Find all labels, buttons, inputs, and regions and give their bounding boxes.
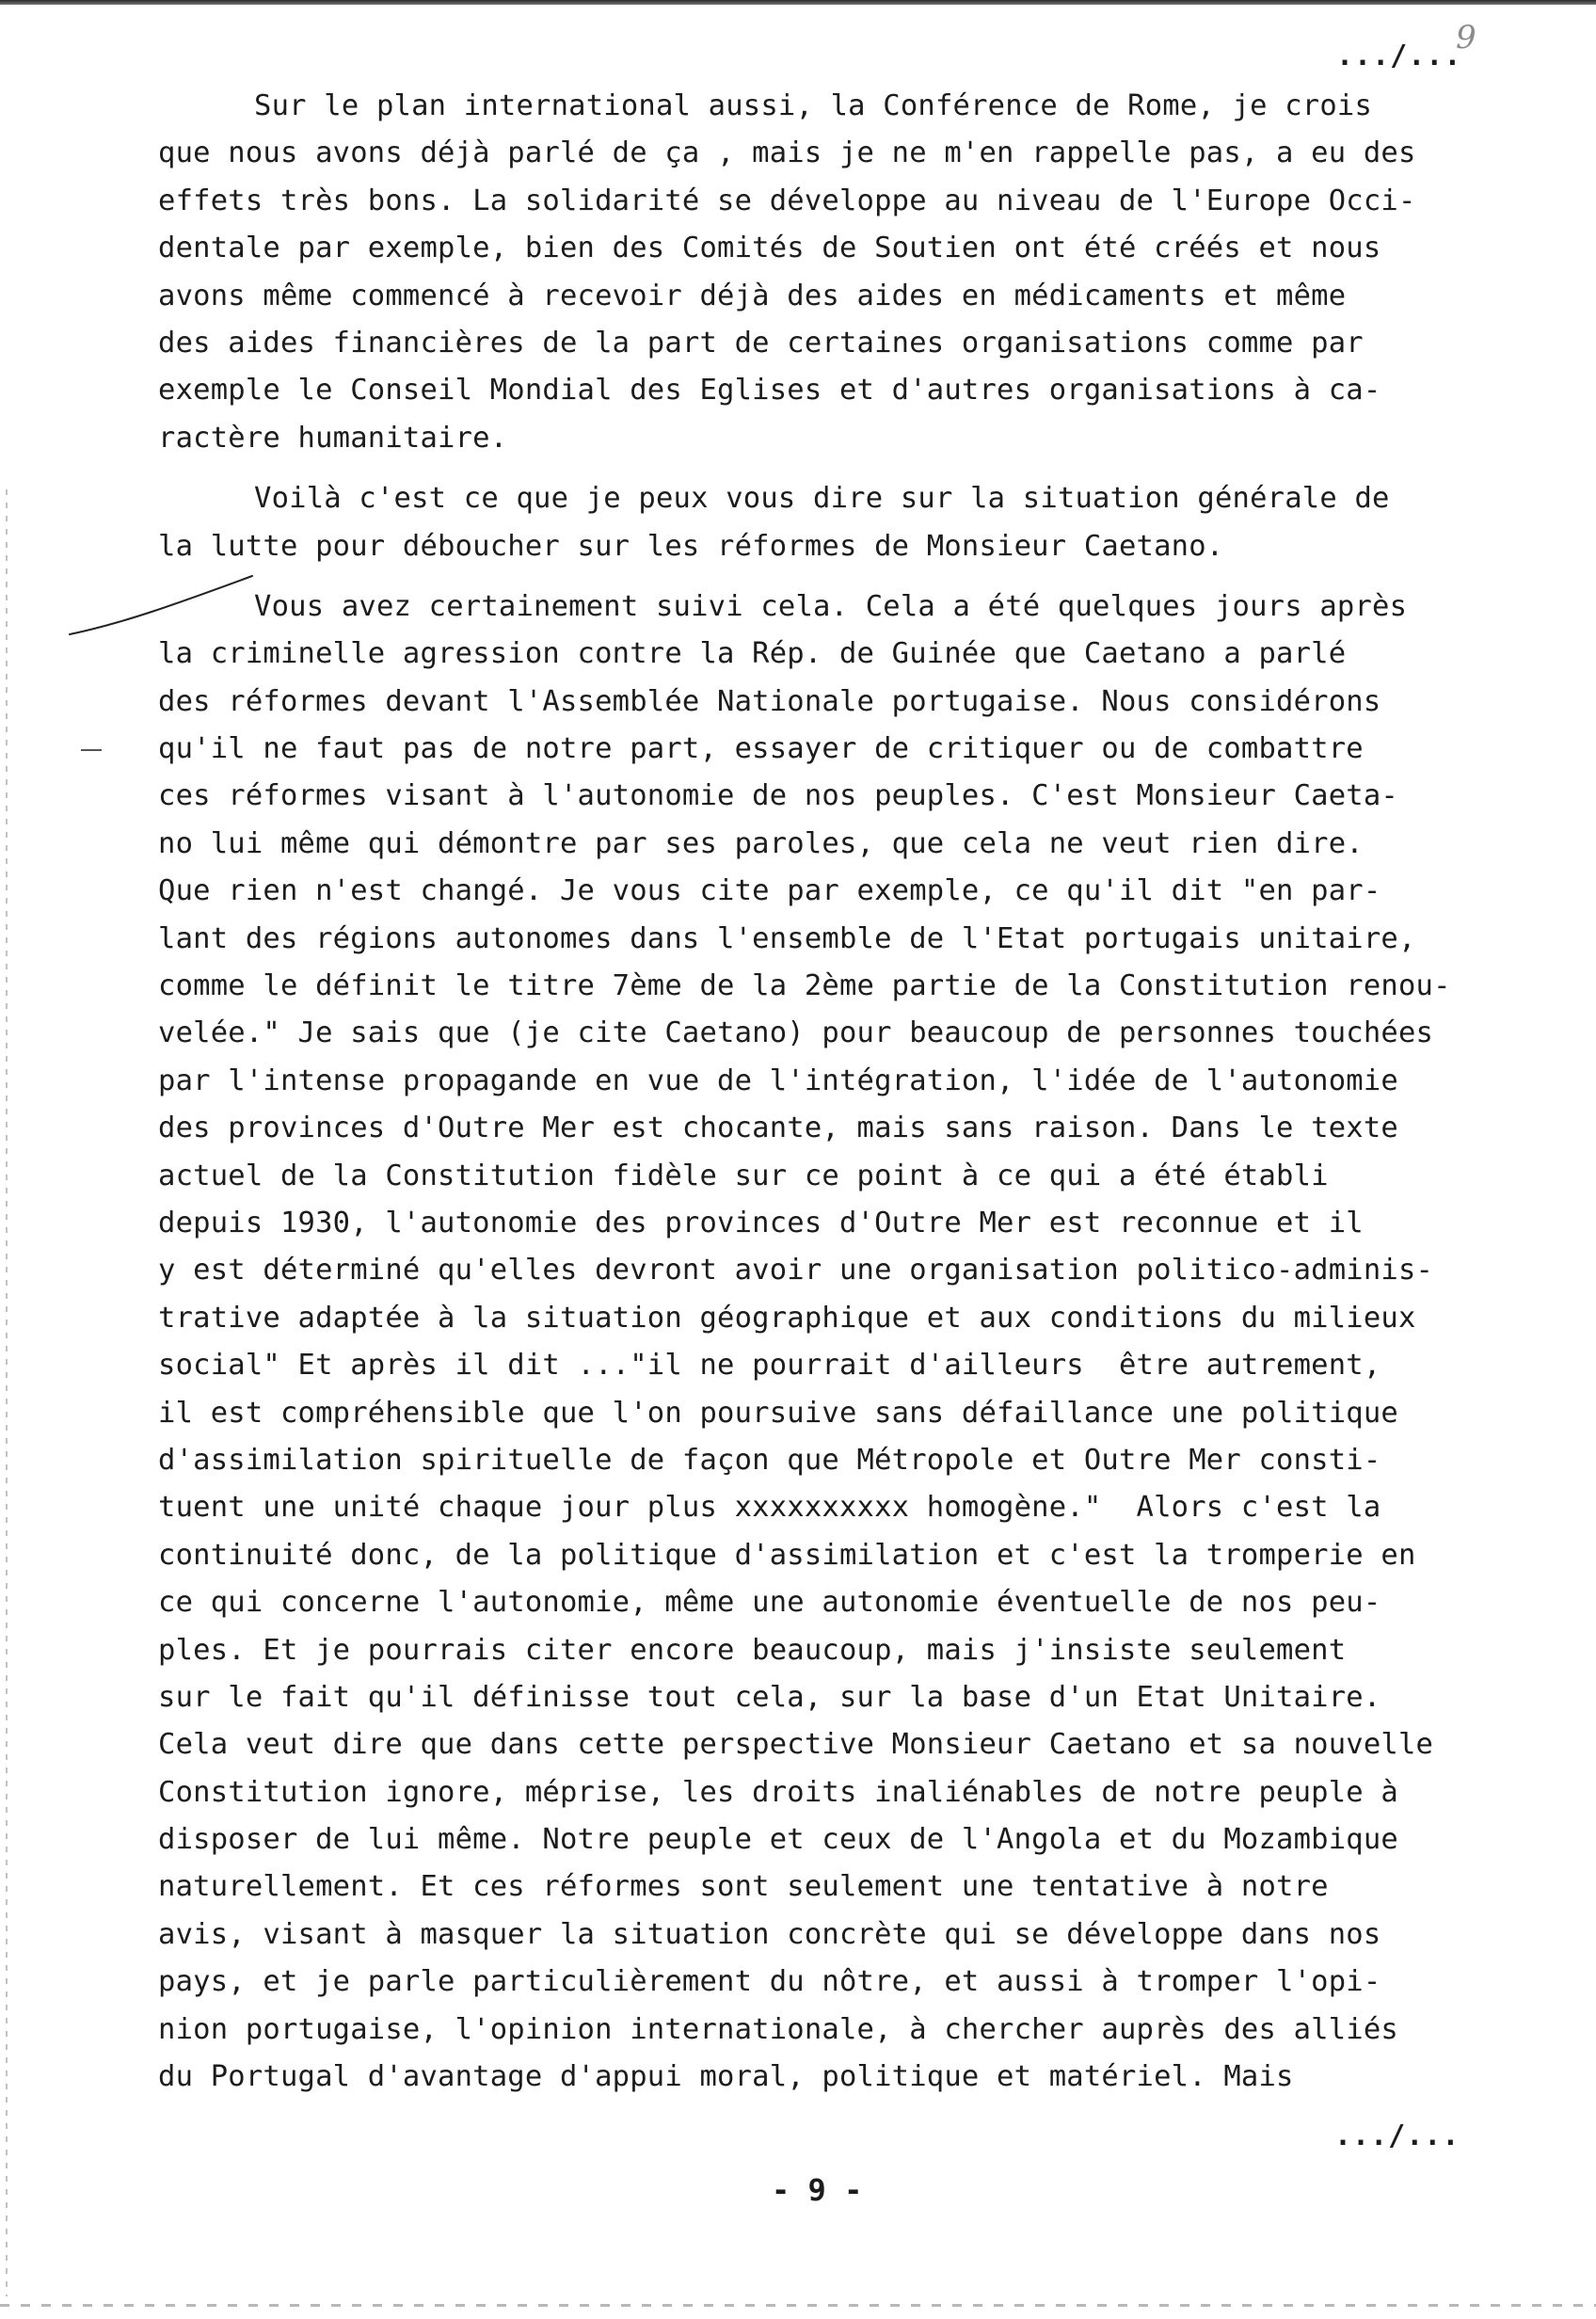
text-line: disposer de lui même. Notre peuple et ceux de l'Angola et du Mozambique: [158, 1823, 1398, 1857]
text-line: dentale par exemple, bien des Comités de Soutien ont été créés et nous: [158, 232, 1381, 265]
text-line: naturellement. Et ces réformes sont seulement une tentative à notre: [158, 1870, 1329, 1904]
text-line: comme le définit le titre 7ème de la 2ème partie de la Constitution renou-: [158, 969, 1451, 1003]
text-line: qu'il ne faut pas de notre part, essayer de critiquer ou de combattre: [158, 732, 1364, 766]
text-line: des réformes devant l'Assemblée Nationale portugaise. Nous considérons: [158, 684, 1381, 718]
text-line: Constitution ignore, méprise, les droits inaliénables de notre peuple à: [158, 1775, 1398, 1809]
paragraph: [158, 584, 1570, 2102]
text-line: Que rien n'est changé. Je vous cite par exemple, ce qu'il dit "en par-: [158, 874, 1381, 908]
page-top-edge: [0, 0, 1596, 5]
text-line: ces réformes visant à l'autonomie de nos peuples. C'est Monsieur Caeta-: [158, 779, 1398, 813]
text-line: sur le fait qu'il définisse tout cela, sur la base d'un Etat Unitaire.: [158, 1680, 1381, 1714]
text-line: il est compréhensible que l'on poursuive sans défaillance une politique: [158, 1396, 1398, 1430]
text-line: du Portugal d'avantage d'appui moral, politique et matériel. Mais: [158, 2060, 1294, 2094]
text-line: no lui même qui démontre par ses paroles, que cela ne veut rien dire.: [158, 826, 1364, 860]
text-line: ractère humanitaire.: [158, 421, 508, 455]
text-line: Sur le plan international aussi, la Conférence de Rome, je crois: [254, 89, 1373, 122]
document-body: [158, 83, 1570, 2101]
text-line: avis, visant à masquer la situation concrète qui se développe dans nos: [158, 1917, 1381, 1951]
text-line: avons même commencé à recevoir déjà des aides en médicaments et même: [158, 279, 1347, 312]
text-line: continuité donc, de la politique d'assimilation et c'est la tromperie en: [158, 1538, 1416, 1572]
text-line: depuis 1930, l'autonomie des provinces d'Outre Mer est reconnue et il: [158, 1206, 1364, 1239]
text-line: social" Et après il dit ..."il ne pourrait d'ailleurs être autrement,: [158, 1349, 1381, 1383]
text-line: nion portugaise, l'opinion internationale, à chercher auprès des alliés: [158, 2012, 1398, 2046]
page-left-edge: [6, 489, 8, 2296]
text-line: des provinces d'Outre Mer est chocante, mais sans raison. Dans le texte: [158, 1112, 1398, 1145]
text-line: que nous avons déjà parlé de ça , mais je ne m'en rappelle pas, a eu des: [158, 136, 1416, 170]
page-number: - 9 -: [772, 2172, 863, 2208]
handwritten-page-number: 9: [1456, 19, 1476, 56]
text-line: y est déterminé qu'elles devront avoir une organisation politico-adminis-: [158, 1254, 1434, 1287]
text-line: pays, et je parle particulièrement du nôtre, et aussi à tromper l'opi-: [158, 1965, 1381, 1999]
text-line: Cela veut dire que dans cette perspective Monsieur Caetano et sa nouvelle: [158, 1728, 1434, 1762]
text-line: exemple le Conseil Mondial des Eglises et d'autres organisations à ca-: [158, 374, 1381, 408]
text-line: la lutte pour déboucher sur les réformes de Monsieur Caetano.: [158, 529, 1224, 563]
text-line: Vous avez certainement suivi cela. Cela a été quelques jours après: [254, 589, 1408, 623]
text-line: des aides financières de la part de certaines organisations comme par: [158, 326, 1364, 360]
text-line: velée." Je sais que (je cite Caetano) pour beaucoup de personnes touchées: [158, 1016, 1434, 1050]
text-line: la criminelle agression contre la Rép. de Guinée que Caetano a parlé: [158, 637, 1347, 671]
continued-marker-top: .../...: [1336, 40, 1462, 72]
page-bottom-edge: [0, 2304, 1596, 2307]
text-line: trative adaptée à la situation géographique et aux conditions du milieux: [158, 1301, 1416, 1335]
paragraph: [158, 475, 1570, 570]
continued-marker-bottom: .../...: [1334, 2119, 1460, 2152]
text-line: d'assimilation spirituelle de façon que Métropole et Outre Mer consti-: [158, 1443, 1381, 1477]
text-line: effets très bons. La solidarité se développe au niveau de l'Europe Occi-: [158, 184, 1416, 217]
text-line: lant des régions autonomes dans l'ensemble de l'Etat portugais unitaire,: [158, 921, 1416, 955]
text-line: Voilà c'est ce que je peux vous dire sur la situation générale de: [254, 482, 1390, 516]
text-line: ples. Et je pourrais citer encore beaucoup, mais j'insiste seulement: [158, 1633, 1347, 1667]
margin-dash-mark: [81, 749, 102, 751]
text-line: ce qui concerne l'autonomie, même une autonomie éventuelle de nos peu-: [158, 1586, 1381, 1620]
text-line: actuel de la Constitution fidèle sur ce point à ce qui a été établi: [158, 1159, 1329, 1192]
paragraph: [158, 83, 1570, 462]
text-line: par l'intense propagande en vue de l'intégration, l'idée de l'autonomie: [158, 1064, 1398, 1097]
text-line: tuent une unité chaque jour plus xxxxxxxxxx homogène." Alors c'est la: [158, 1491, 1381, 1525]
